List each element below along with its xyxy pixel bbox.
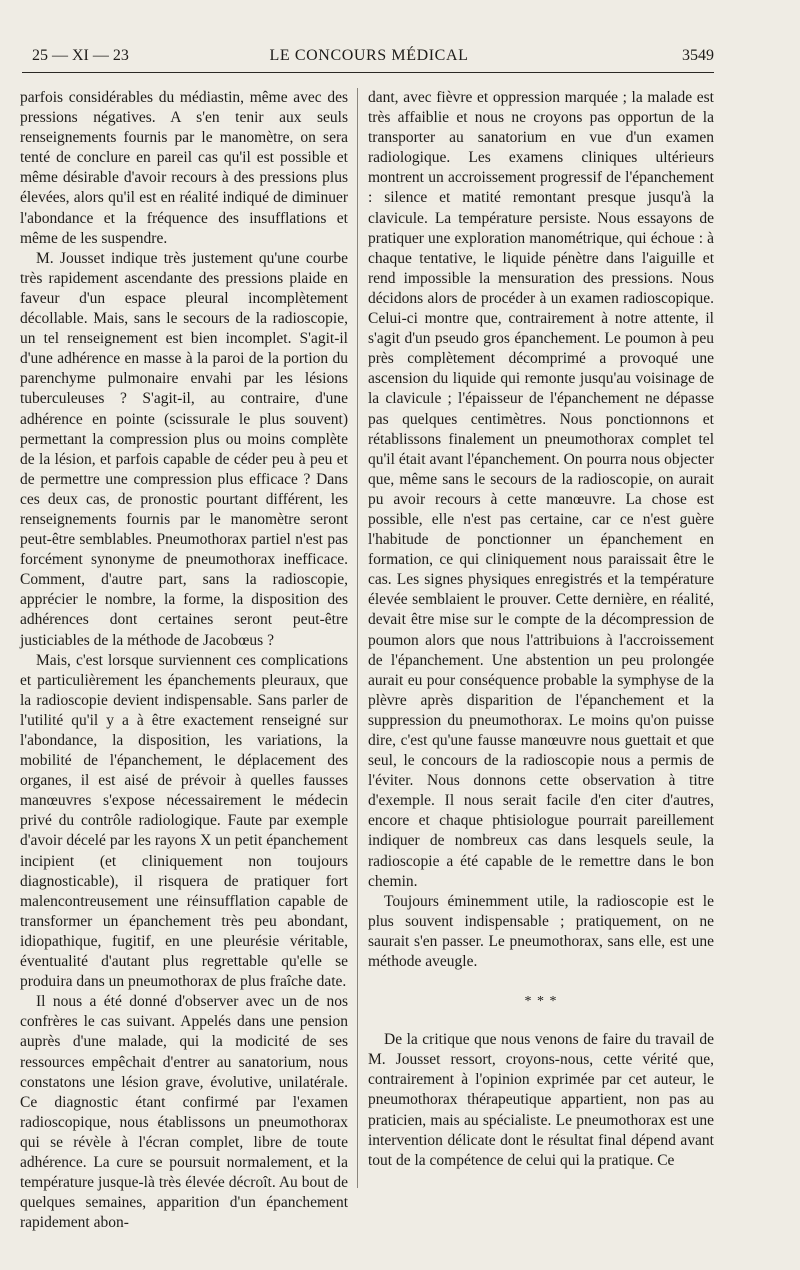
running-header xyxy=(24,44,714,70)
paragraph: Toujours éminemment utile, la radioscopie est le plus souvent indispensable ; pratiquement, on ne saurait s'en passer. Le pneumothorax, sans elle, est une méthode aveugle. xyxy=(368,892,714,971)
paragraph: Mais, c'est lorsque surviennent ces complications et particulièrement les épanchements pleuraux, que la radioscopie devient indispensable. Sans parler de l'utilité qu'il y a à être exactement renseigné sur l'abondance, la disposition, les variations, la mobilité de l'épanchement, le déplacement des organes, il est aisé de prévoir à quelles fausses manœuvres s'expose nécessairement le médecin privé du contrôle radiologique. Faute par exemple d'avoir décelé par les rayons X un petit épanchement incipient (et cliniquement non toujours diagnosticable), il risquera de pratiquer fort malencontreusement une réinsufflation capable de transformer un épanchement très peu abondant, idiopathique, fugitif, en une pleurésie véritable, éventualité d'autant plus regrettable qu'elle se produira dans un pneumothorax de plus fraîche date. xyxy=(20,651,348,991)
paragraph: De la critique que nous venons de faire du travail de M. Jousset ressort, croyons-nous, cette vérité que, contrairement à l'opinion exprimée par cet auteur, le pneumothorax thérapeutique appartient, non pas au praticien, mais au spécialiste. Le pneumothorax est une intervention délicate dont le résultat final dépend avant tout de la compétence de celui qui la pratique. Ce xyxy=(368,1031,714,1169)
left-column xyxy=(20,88,348,1233)
header-rule xyxy=(22,72,714,73)
asterism: * * * xyxy=(524,994,558,1010)
paragraph: dant, avec fièvre et oppression marquée ; la malade est très affaiblie et nous ne croyons pas opportun de la transporter au sanatorium en vue d'un examen radiologique. Les examens cliniques ultérieurs montrent un accroissement progressif de l'épanchement : silence et matité remontant presque jusqu'à la clavicule. La température persiste. Nous essayons de pratiquer une exploration manométrique, qui échoue : à chaque tentative, le liquide pénètre dans l'aiguille et rend impossible la mensuration des pressions. Nous décidons alors de procéder à un examen radioscopique. Celui-ci montre que, contrairement à notre attente, il s'agit d'un pseudo gros épanchement. Le poumon à peu près complètement décomprimé a provoqué une ascension du liquide qui remonte jusqu'au voisinage de la clavicule ; l'épaisseur de l'épanchement ne dépasse pas quelques centimètres. Nous ponctionnons et rétablissons finalement un pneumothorax complet tel qu'il était avant l'épanchement. On pourra nous objecter que, même sans le secours de la radioscopie, on aurait pu avoir recours à cette manœuvre. La chose est possible, elle n'est pas certaine, car ce n'est guère l'habitude de ponctionner un épanchement en formation, ce qui cliniquement nous paraissait être le cas. Les signes physiques enregistrés et la température élevée semblaient le prouver. Cette dernière, en réalité, devait être mise sur le compte de la décompression de poumon alors que nous l'attribuions à l'accroissement de l'épanchement. Une abstention un peu prolongée aurait eu pour conséquence probable la symphyse de la plèvre après disparition de l'épanchement et la suppression du pneumothorax. Le moins qu'on puisse dire, c'est qu'une fausse manœuvre nous guettait et que seul, le concours de la radioscopie nous a permis de l'éviter. Nous donnons cette observation à titre d'exemple. Il nous serait facile d'en citer d'autres, encore et chaque phtisiologue pourrait pareillement indiquer de nombreux cas dans lesquels seule, la radioscopie a été capable de le remettre dans le bon chemin. xyxy=(368,89,714,890)
paragraph: parfois considérables du médiastin, même avec des pressions négatives. A s'en tenir aux seuls renseignements fournis par le manomètre, on sera tenté de conclure en pareil cas qu'il est possible et même désirable d'avoir recours à des pressions plus élevées, alors qu'il est en réalité indiqué de diminuer l'abondance et la fréquence des insufflations et même de les suspendre. xyxy=(20,89,348,247)
paragraph: M. Jousset indique très justement qu'une courbe très rapidement ascendante des pressions plaide en faveur d'un espace pleural incomplètement décollable. Mais, sans le secours de la radioscopie, un tel renseignement est bien incomplet. S'agit-il d'une adhérence en masse à la paroi de la portion du parenchyme pulmonaire envahi par les lésions tuberculeuses ? S'agit-il, au contraire, d'une adhérence en pointe (scissurale le plus souvent) permettant la compression plus ou moins complète de la lésion, et parfois capable de céder peu à peu et de permettre une compression plus efficace ? Dans ces deux cas, de pronostic pourtant différent, les renseignements fournis par le manomètre seront peut-être semblables. Pneumothorax partiel n'est pas forcément synonyme de pneumothorax inefficace. Comment, d'autre part, sans la radioscopie, apprécier le nombre, la forme, la disposition des adhérences dont certaines seront peut-être justiciables de la méthode de Jacobœus ? xyxy=(20,249,348,649)
journal-title: LE CONCOURS MÉDICAL xyxy=(269,47,469,64)
column-divider xyxy=(357,88,358,1188)
issue-date: 25 — XI — 23 xyxy=(32,47,129,64)
page-number: 3549 xyxy=(682,47,714,64)
right-column xyxy=(368,88,714,1171)
section-separator xyxy=(368,994,714,1010)
paragraph: Il nous a été donné d'observer avec un de nos confrères le cas suivant. Appelés dans une pension auprès d'une malade, qui la modicité de ses ressources empêchait d'entrer au sanatorium, nous constatons une lésion grave, évolutive, unilatérale. Ce diagnostic étant confirmé par l'examen radioscopique, nous établissons un pneumothorax qui se révèle à l'écran complet, libre de toute adhérence. La cure se poursuit normalement, et la température jusque-là très élevée décroît. Au bout de quelques semaines, apparition d'un épanchement rapidement abon- xyxy=(20,993,348,1232)
